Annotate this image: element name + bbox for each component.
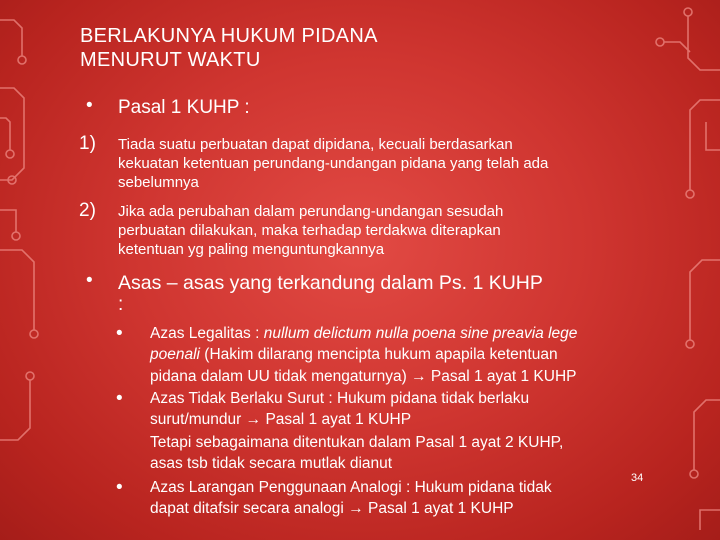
bullet-pasal-1: Pasal 1 KUHP : [118, 97, 250, 118]
sub-1-line-1: Azas Legalitas : nullum delictum nulla poena sine preavia lege [150, 325, 578, 342]
arrow-right-icon: → [411, 368, 427, 385]
numbered-2-line-3: ketentuan yg paling menguntungkannya [118, 241, 385, 258]
numbered-marker-2: 2) [79, 200, 96, 221]
sub-2-line-3: Tetapi sebagaimana ditentukan dalam Pasal 1 ayat 2 KUHP, [150, 434, 564, 451]
sub-2-line-4: asas tsb tidak secara mutlak dianut [150, 455, 393, 472]
arrow-right-icon: → [348, 500, 364, 517]
page-number: 34 [631, 472, 644, 484]
title-line-2: MENURUT WAKTU [80, 49, 261, 71]
numbered-2-line-2: perbuatan dilakukan, maka terhadap terdakwa diterapkan [118, 222, 501, 239]
bullet-marker: • [86, 270, 93, 291]
numbered-1-line-1: Tiada suatu perbuatan dapat dipidana, kecuali berdasarkan [118, 136, 513, 153]
bullet-asas-line-1: Asas – asas yang terkandung dalam Ps. 1 KUHP [118, 272, 543, 294]
sub-3-line-1: Azas Larangan Penggunaan Analogi : Hukum pidana tidak [150, 479, 552, 496]
slide-title [80, 24, 640, 72]
title-line-1: BERLAKUNYA HUKUM PIDANA [80, 25, 378, 47]
numbered-1-line-3: sebelumnya [118, 174, 199, 191]
sub-bullet-marker: • [116, 388, 123, 409]
numbered-2-line-1: Jika ada perubahan dalam perundang-undangan sesudah [118, 203, 504, 220]
bullet-marker: • [86, 95, 93, 116]
sub-2-line-1: Azas Tidak Berlaku Surut : Hukum pidana tidak berlaku [150, 390, 530, 407]
sub-1-line-2: poenali (Hakim dilarang mencipta hukum apapila ketentuan [150, 346, 558, 363]
sub-1-line-3: pidana dalam UU tidak mengaturnya) → Pasal 1 ayat 1 KUHP [150, 368, 577, 385]
sub-3-line-2: dapat ditafsir secara analogi → Pasal 1 ayat 1 KUHP [150, 500, 514, 517]
numbered-1-line-2: kekuatan ketentuan perundang-undangan pidana yang telah ada [118, 155, 549, 172]
arrow-right-icon: → [245, 411, 262, 428]
sub-bullet-marker: • [116, 323, 123, 344]
sub-2-line-2: surut/mundur → Pasal 1 ayat 1 KUHP [150, 411, 412, 428]
bullet-asas-line-2: : [118, 294, 124, 315]
numbered-marker-1: 1) [79, 133, 96, 154]
sub-bullet-marker: • [116, 477, 123, 498]
